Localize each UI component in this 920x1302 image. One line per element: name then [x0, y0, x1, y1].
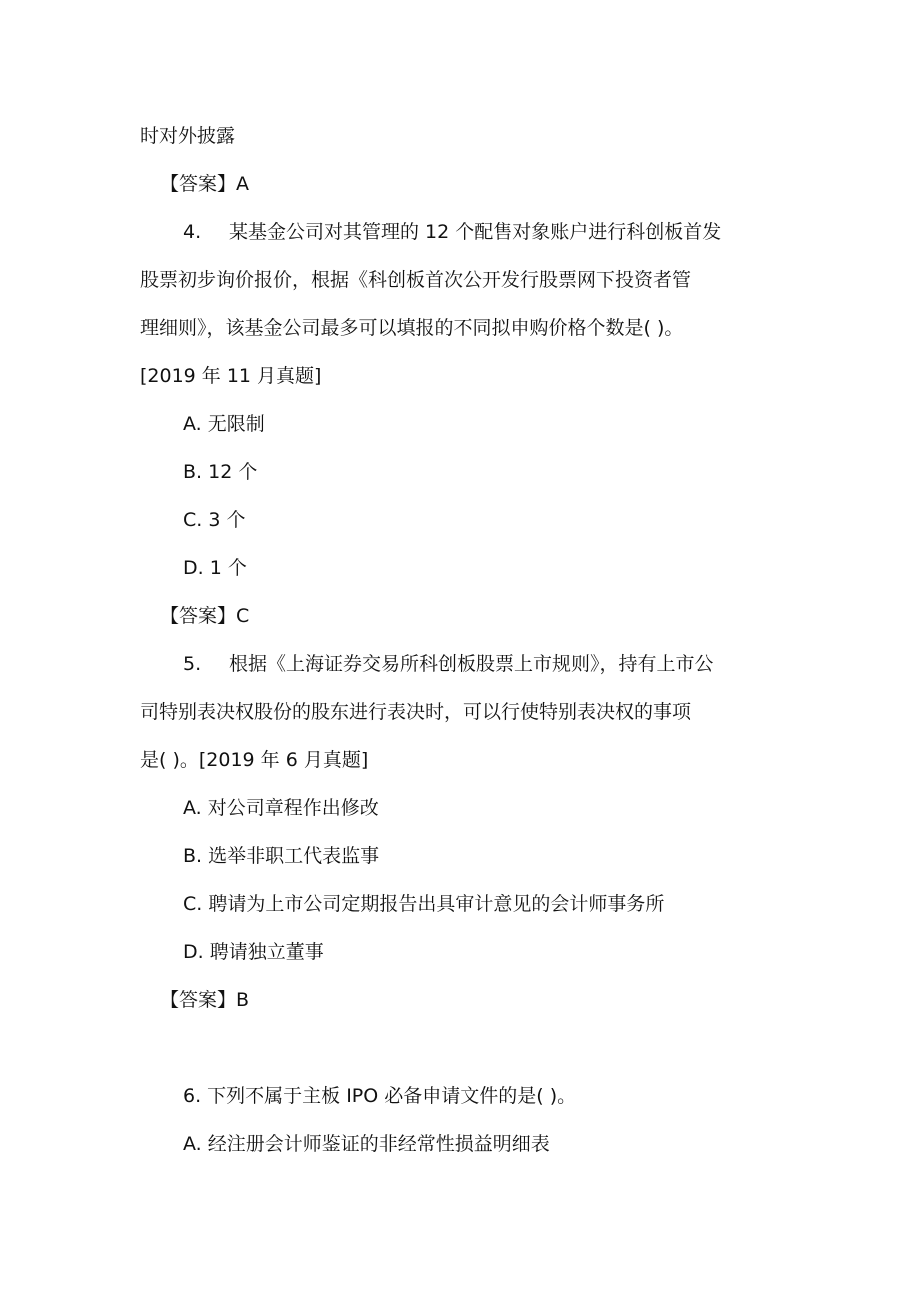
question-4-text-1: 某基金公司对其管理的 12 个配售对象账户进行科创板首发	[229, 221, 722, 243]
question-6-line-1: 6. 下列不属于主板 IPO 必备申请文件的是( )。	[183, 1085, 577, 1107]
question-5-line-1	[183, 650, 920, 678]
question-4-line-1	[183, 218, 920, 246]
question-4-line-3: 理细则》，该基金公司最多可以填报的不同拟申购价格个数是( )。	[140, 317, 684, 339]
question-5-text-1: 根据《上海证券交易所科创板股票上市规则》，持有上市公	[229, 653, 714, 675]
answer-q4: 【答案】C	[160, 605, 250, 627]
question-5-option-b: B. 选举非职工代表监事	[183, 845, 380, 867]
answer-q5: 【答案】B	[160, 989, 250, 1011]
question-5-line-3: 是( )。[2019 年 6 月真题]	[140, 749, 369, 771]
question-4-number: 4.	[183, 221, 202, 243]
question-4-option-c: C. 3 个	[183, 509, 246, 531]
question-4-line-4: [2019 年 11 月真题]	[140, 365, 322, 387]
question-5-option-d: D. 聘请独立董事	[183, 941, 324, 963]
answer-q3: 【答案】A	[160, 173, 249, 195]
question-4-option-d: D. 1 个	[183, 557, 247, 579]
question-5-option-c: C. 聘请为上市公司定期报告出具审计意见的会计师事务所	[183, 893, 665, 915]
question-5-number: 5.	[183, 653, 202, 675]
question-5-option-a: A. 对公司章程作出修改	[183, 797, 379, 819]
question-4-option-b: B. 12 个	[183, 461, 258, 483]
question-4-line-2: 股票初步询价报价，根据《科创板首次公开发行股票网下投资者管	[140, 269, 692, 291]
question-6-option-a: A. 经注册会计师鉴证的非经常性损益明细表	[183, 1133, 550, 1155]
question-4-option-a: A. 无限制	[183, 413, 265, 435]
question-5-line-2: 司特别表决权股份的股东进行表决时，可以行使特别表决权的事项	[140, 701, 692, 723]
previous-question-fragment: 时对外披露	[140, 125, 236, 147]
